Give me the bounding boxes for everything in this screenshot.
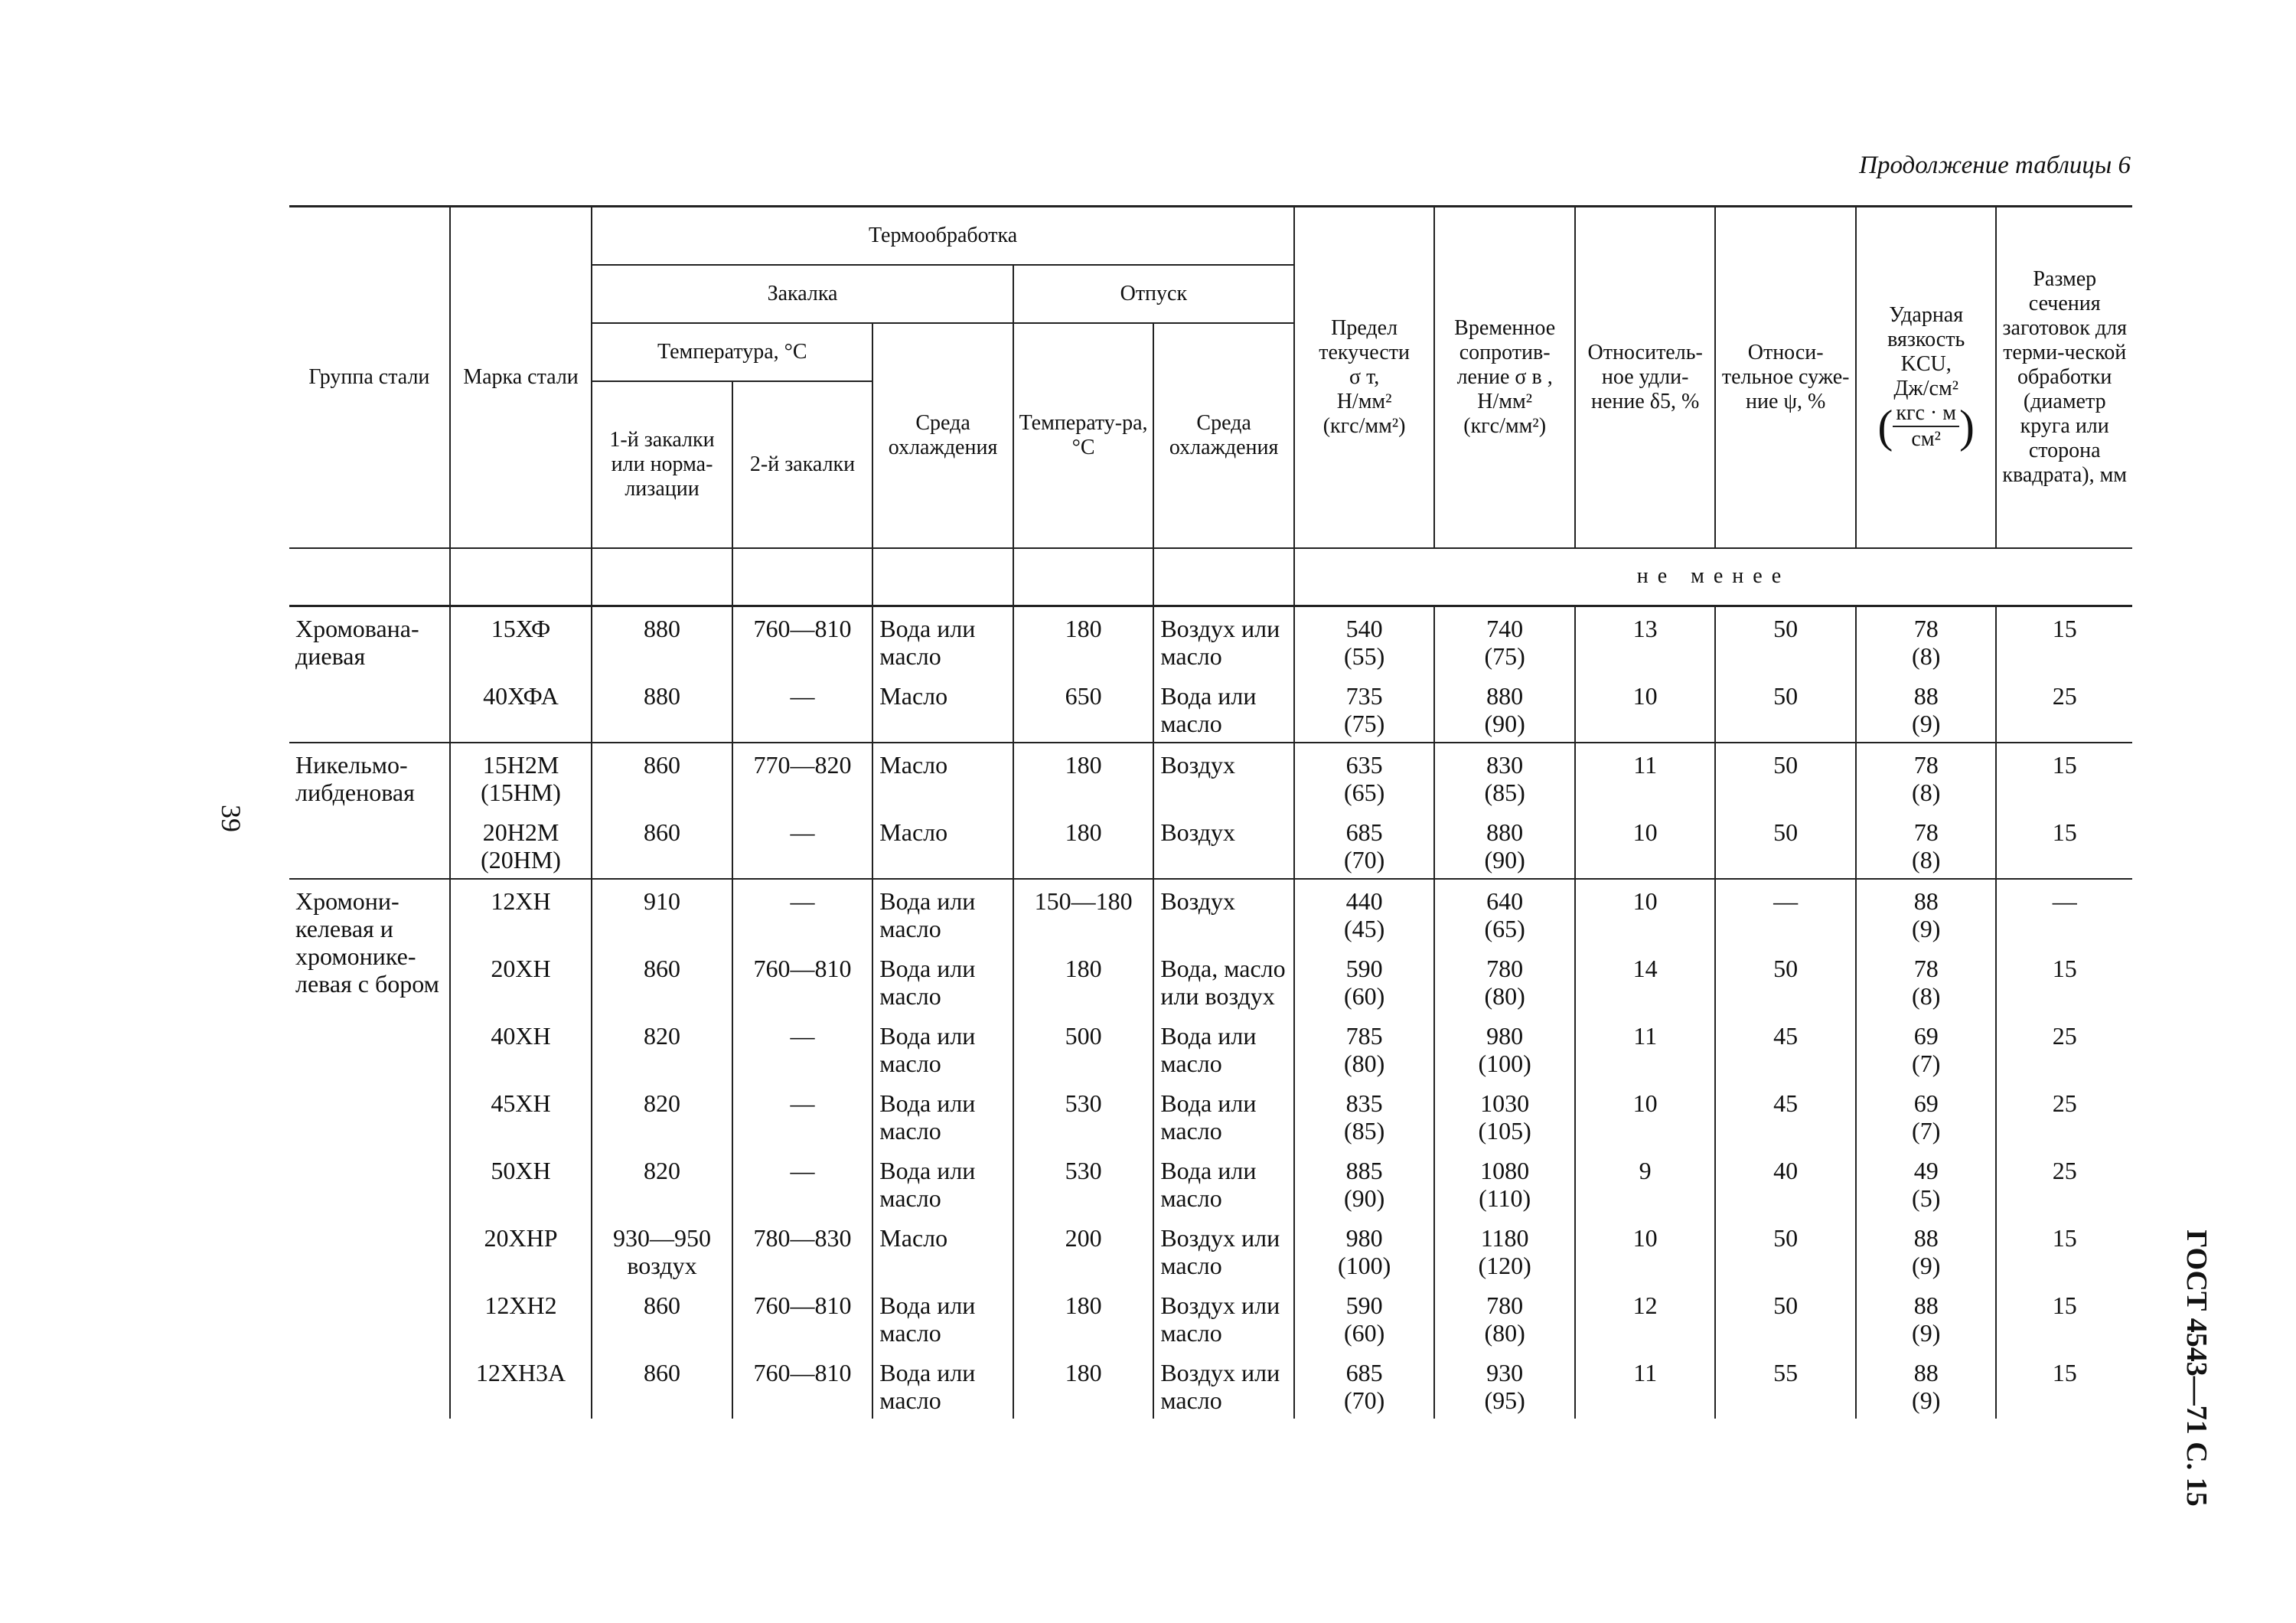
second-quench-cell: — (732, 674, 873, 743)
table-header (289, 207, 2132, 606)
reduction-cell: 50 (1715, 811, 1856, 879)
table-row (289, 674, 2132, 743)
steel-grade-cell: 20ХН (450, 947, 592, 1014)
tensile-strength-cell: 880 (90) (1434, 674, 1575, 743)
temper-medium-cell: Воздух или масло (1153, 1216, 1294, 1284)
table-row (289, 1082, 2132, 1149)
first-quench-cell: 860 (592, 743, 732, 811)
reduction-cell: 50 (1715, 674, 1856, 743)
header-reduction: Относи-тельное суже-ние ψ, % (1715, 207, 1856, 548)
header-temper: Отпуск (1013, 265, 1294, 323)
tensile-strength-cell: 780 (80) (1434, 1284, 1575, 1351)
quench-medium-cell: Вода или масло (872, 606, 1013, 675)
yield-strength-cell: 635 (65) (1294, 743, 1435, 811)
table-body (289, 606, 2132, 1419)
impact-cell: 69 (7) (1856, 1014, 1997, 1082)
first-quench-cell: 860 (592, 947, 732, 1014)
yield-strength-cell: 980 (100) (1294, 1216, 1435, 1284)
header-not-less: не менее (1294, 548, 2132, 606)
tensile-strength-cell: 780 (80) (1434, 947, 1575, 1014)
steel-properties-table (289, 205, 2132, 1419)
second-quench-cell: — (732, 1082, 873, 1149)
yield-strength-cell: 440 (45) (1294, 879, 1435, 947)
second-quench-cell: 760—810 (732, 606, 873, 675)
temper-temperature-cell: 500 (1013, 1014, 1154, 1082)
header-temper-temperature: Температу-ра, °С (1013, 323, 1154, 548)
standard-page-title: ГОСТ 4543—71 С. 15 (2180, 1229, 2213, 1507)
section-size-cell: — (1996, 879, 2132, 947)
section-size-cell: 25 (1996, 674, 2132, 743)
yield-strength-cell: 590 (60) (1294, 947, 1435, 1014)
second-quench-cell: 780—830 (732, 1216, 873, 1284)
first-quench-cell: 820 (592, 1149, 732, 1216)
section-size-cell: 15 (1996, 947, 2132, 1014)
elongation-cell: 10 (1575, 879, 1716, 947)
temper-medium-cell: Вода или масло (1153, 1149, 1294, 1216)
steel-group-cell: Никельмо-либденовая (289, 743, 450, 879)
impact-cell: 88 (9) (1856, 879, 1997, 947)
steel-grade-cell: 15ХФ (450, 606, 592, 675)
elongation-cell: 12 (1575, 1284, 1716, 1351)
header-tensile-strength: Временное сопротив-ление σ в , Н/мм² (кгс/мм²) (1434, 207, 1575, 548)
temper-medium-cell: Воздух (1153, 879, 1294, 947)
section-size-cell: 15 (1996, 811, 2132, 879)
tensile-strength-cell: 1030 (105) (1434, 1082, 1575, 1149)
temper-temperature-cell: 150—180 (1013, 879, 1154, 947)
temper-medium-cell: Вода, масло или воздух (1153, 947, 1294, 1014)
header-yield-strength: Предел текучести σ т, Н/мм² (кгс/мм²) (1294, 207, 1435, 548)
reduction-cell: 50 (1715, 1284, 1856, 1351)
impact-cell: 78 (8) (1856, 743, 1997, 811)
second-quench-cell: — (732, 1149, 873, 1216)
quench-medium-cell: Вода или масло (872, 1149, 1013, 1216)
impact-cell: 88 (9) (1856, 674, 1997, 743)
impact-cell: 88 (9) (1856, 1351, 1997, 1419)
header-second-quench: 2-й закалки (732, 381, 873, 548)
tensile-strength-cell: 930 (95) (1434, 1351, 1575, 1419)
steel-grade-cell: 12ХН2 (450, 1284, 592, 1351)
steel-grade-cell: 15Н2М (15НМ) (450, 743, 592, 811)
steel-grade-cell: 50ХН (450, 1149, 592, 1216)
tensile-strength-cell: 880 (90) (1434, 811, 1575, 879)
impact-cell: 88 (9) (1856, 1284, 1997, 1351)
table-row (289, 606, 2132, 675)
first-quench-cell: 860 (592, 811, 732, 879)
page-number: 39 (216, 805, 246, 832)
quench-medium-cell: Масло (872, 674, 1013, 743)
steel-group-cell: Хромони-келевая и хромонике-левая с бором (289, 879, 450, 1419)
temper-temperature-cell: 530 (1013, 1149, 1154, 1216)
quench-medium-cell: Масло (872, 1216, 1013, 1284)
table-caption: Продолжение таблицы 6 (1859, 152, 2131, 179)
quench-medium-cell: Масло (872, 811, 1013, 879)
elongation-cell: 10 (1575, 674, 1716, 743)
header-elongation: Относитель-ное удли-нение δ5, % (1575, 207, 1716, 548)
table-row (289, 1351, 2132, 1419)
first-quench-cell: 820 (592, 1082, 732, 1149)
elongation-cell: 14 (1575, 947, 1716, 1014)
impact-cell: 78 (8) (1856, 606, 1997, 675)
steel-grade-cell: 20ХНР (450, 1216, 592, 1284)
tensile-strength-cell: 1080 (110) (1434, 1149, 1575, 1216)
section-size-cell: 15 (1996, 606, 2132, 675)
reduction-cell: 50 (1715, 743, 1856, 811)
yield-strength-cell: 885 (90) (1294, 1149, 1435, 1216)
yield-strength-cell: 685 (70) (1294, 811, 1435, 879)
temper-medium-cell: Воздух (1153, 743, 1294, 811)
header-size: Размер сечения заготовок для терми-ческой обработки (диаметр круга или сторона квадрата), мм (1996, 207, 2132, 548)
reduction-cell: 50 (1715, 947, 1856, 1014)
temper-medium-cell: Вода или масло (1153, 674, 1294, 743)
section-size-cell: 15 (1996, 1284, 2132, 1351)
temper-temperature-cell: 180 (1013, 947, 1154, 1014)
temper-medium-cell: Воздух или масло (1153, 1284, 1294, 1351)
temper-medium-cell: Воздух или масло (1153, 606, 1294, 675)
first-quench-cell: 910 (592, 879, 732, 947)
second-quench-cell: 760—810 (732, 1284, 873, 1351)
first-quench-cell: 820 (592, 1014, 732, 1082)
temper-medium-cell: Воздух или масло (1153, 1351, 1294, 1419)
table-row (289, 1149, 2132, 1216)
impact-cell: 78 (8) (1856, 947, 1997, 1014)
quench-medium-cell: Вода или масло (872, 1082, 1013, 1149)
temper-medium-cell: Вода или масло (1153, 1014, 1294, 1082)
reduction-cell: — (1715, 879, 1856, 947)
table-row (289, 811, 2132, 879)
quench-medium-cell: Вода или масло (872, 947, 1013, 1014)
temper-temperature-cell: 650 (1013, 674, 1154, 743)
steel-grade-cell: 12ХН (450, 879, 592, 947)
first-quench-cell: 860 (592, 1351, 732, 1419)
steel-group-cell: Хромована-диевая (289, 606, 450, 743)
second-quench-cell: — (732, 1014, 873, 1082)
section-size-cell: 15 (1996, 1216, 2132, 1284)
yield-strength-cell: 685 (70) (1294, 1351, 1435, 1419)
table-row (289, 1014, 2132, 1082)
impact-cell: 88 (9) (1856, 1216, 1997, 1284)
quench-medium-cell: Вода или масло (872, 879, 1013, 947)
temper-temperature-cell: 180 (1013, 811, 1154, 879)
steel-grade-cell: 40ХН (450, 1014, 592, 1082)
second-quench-cell: 760—810 (732, 1351, 873, 1419)
tensile-strength-cell: 740 (75) (1434, 606, 1575, 675)
second-quench-cell: 770—820 (732, 743, 873, 811)
quench-medium-cell: Вода или масло (872, 1284, 1013, 1351)
steel-grade-cell: 45ХН (450, 1082, 592, 1149)
temper-temperature-cell: 200 (1013, 1216, 1154, 1284)
table-row (289, 879, 2132, 947)
yield-strength-cell: 590 (60) (1294, 1284, 1435, 1351)
table-row (289, 947, 2132, 1014)
table-row (289, 1216, 2132, 1284)
second-quench-cell: 760—810 (732, 947, 873, 1014)
tensile-strength-cell: 640 (65) (1434, 879, 1575, 947)
yield-strength-cell: 785 (80) (1294, 1014, 1435, 1082)
temper-temperature-cell: 180 (1013, 743, 1154, 811)
header-quench-medium: Среда охлаждения (872, 323, 1013, 548)
header-heat-treatment: Термообработка (592, 207, 1294, 265)
temper-temperature-cell: 180 (1013, 1284, 1154, 1351)
reduction-cell: 55 (1715, 1351, 1856, 1419)
quench-medium-cell: Вода или масло (872, 1014, 1013, 1082)
quench-medium-cell: Масло (872, 743, 1013, 811)
reduction-cell: 40 (1715, 1149, 1856, 1216)
section-size-cell: 25 (1996, 1082, 2132, 1149)
elongation-cell: 10 (1575, 1082, 1716, 1149)
temper-medium-cell: Вода или масло (1153, 1082, 1294, 1149)
elongation-cell: 11 (1575, 743, 1716, 811)
quench-medium-cell: Вода или масло (872, 1351, 1013, 1419)
elongation-cell: 10 (1575, 1216, 1716, 1284)
impact-cell: 49 (5) (1856, 1149, 1997, 1216)
second-quench-cell: — (732, 811, 873, 879)
steel-grade-cell: 40ХФА (450, 674, 592, 743)
header-grade: Марка стали (450, 207, 592, 548)
reduction-cell: 50 (1715, 606, 1856, 675)
yield-strength-cell: 540 (55) (1294, 606, 1435, 675)
yield-strength-cell: 835 (85) (1294, 1082, 1435, 1149)
elongation-cell: 11 (1575, 1351, 1716, 1419)
steel-grade-cell: 20Н2М (20НМ) (450, 811, 592, 879)
first-quench-cell: 930—950 воздух (592, 1216, 732, 1284)
table-row (289, 743, 2132, 811)
elongation-cell: 11 (1575, 1014, 1716, 1082)
steel-grade-cell: 12ХН3А (450, 1351, 592, 1419)
table-row (289, 1284, 2132, 1351)
section-size-cell: 15 (1996, 743, 2132, 811)
yield-strength-cell: 735 (75) (1294, 674, 1435, 743)
elongation-cell: 10 (1575, 811, 1716, 879)
section-size-cell: 15 (1996, 1351, 2132, 1419)
second-quench-cell: — (732, 879, 873, 947)
tensile-strength-cell: 830 (85) (1434, 743, 1575, 811)
header-temper-medium: Среда охлаждения (1153, 323, 1294, 548)
reduction-cell: 45 (1715, 1082, 1856, 1149)
tensile-strength-cell: 980 (100) (1434, 1014, 1575, 1082)
header-group: Группа стали (289, 207, 450, 548)
header-quench-temperature: Температура, °С (592, 323, 872, 381)
temper-temperature-cell: 530 (1013, 1082, 1154, 1149)
tensile-strength-cell: 1180 (120) (1434, 1216, 1575, 1284)
temper-medium-cell: Воздух (1153, 811, 1294, 879)
reduction-cell: 45 (1715, 1014, 1856, 1082)
reduction-cell: 50 (1715, 1216, 1856, 1284)
header-impact: Ударная вязкость KCU, Дж/см² ( $\frac{\text{кгс · м}}{\text{см²}}$ ) (1856, 207, 1997, 548)
elongation-cell: 13 (1575, 606, 1716, 675)
first-quench-cell: 880 (592, 674, 732, 743)
elongation-cell: 9 (1575, 1149, 1716, 1216)
section-size-cell: 25 (1996, 1014, 2132, 1082)
section-size-cell: 25 (1996, 1149, 2132, 1216)
temper-temperature-cell: 180 (1013, 1351, 1154, 1419)
header-quench: Закалка (592, 265, 1013, 323)
temper-temperature-cell: 180 (1013, 606, 1154, 675)
first-quench-cell: 880 (592, 606, 732, 675)
impact-cell: 69 (7) (1856, 1082, 1997, 1149)
impact-cell: 78 (8) (1856, 811, 1997, 879)
first-quench-cell: 860 (592, 1284, 732, 1351)
header-first-quench: 1-й закалки или норма-лизации (592, 381, 732, 548)
